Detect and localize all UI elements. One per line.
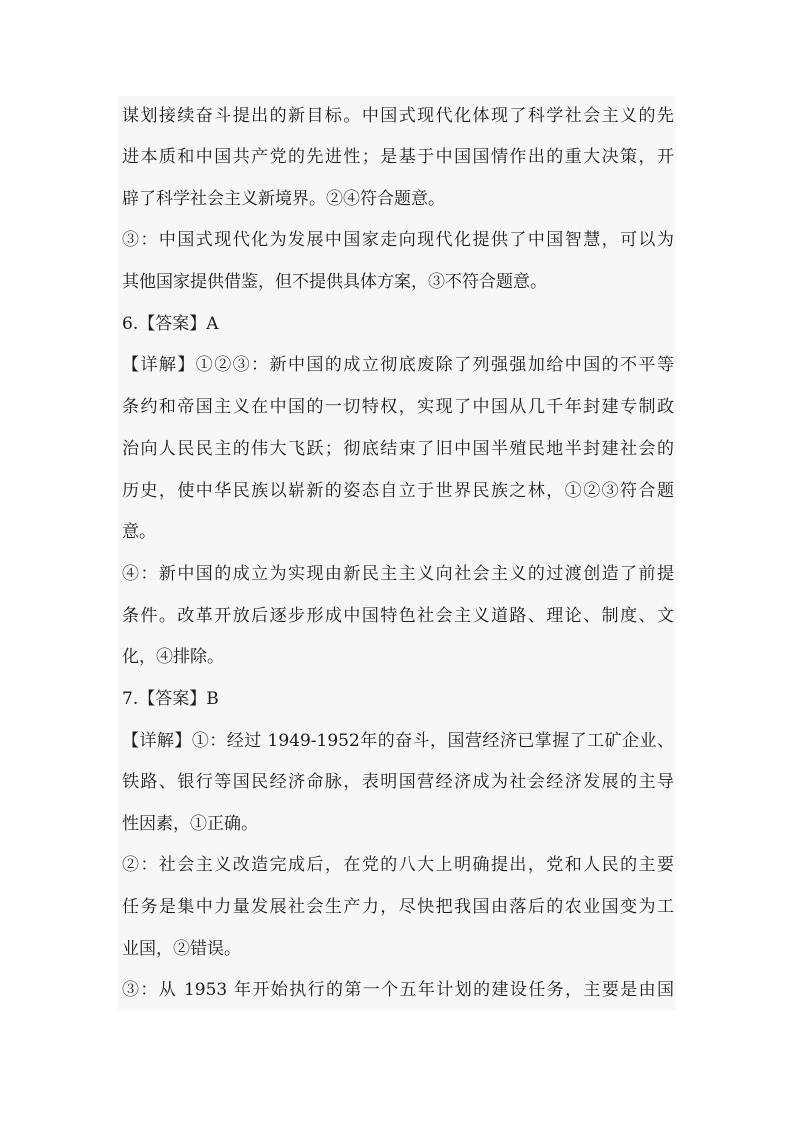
text-line: 其他国家提供借鉴，但不提供具体方案，③不符合题意。 [122, 272, 547, 292]
text-line: ④：新中国的成立为实现由新民主主义向社会主义的过渡创造了前提 [122, 564, 674, 584]
text-line: ③：中国式现代化为发展中国家走向现代化提供了中国智慧，可以为 [122, 230, 674, 250]
text-line: 【详解】①②③：新中国的成立彻底废除了列强强加给中国的不平等 [122, 355, 674, 375]
answer-heading: 6.【答案】A [122, 314, 219, 334]
text-line: 历史，使中华民族以崭新的姿态自立于世界民族之林，①②③符合题 [122, 481, 674, 501]
text-line: 治向人民民主的伟大飞跃；彻底结束了旧中国半殖民地半封建社会的 [122, 439, 674, 459]
text-line: ③：从 1953 年开始执行的第一个五年计划的建设任务，主要是由国 [122, 980, 674, 1000]
text-line: 条约和帝国主义在中国的一切特权，实现了中国从几千年封建专制政 [122, 397, 674, 417]
text-line: 条件。改革开放后逐步形成中国特色社会主义道路、理论、制度、文 [122, 606, 674, 626]
text-line: 意。 [122, 522, 156, 542]
text-line: 性因素，①正确。 [122, 814, 258, 834]
text-line: 谋划接续奋斗提出的新目标。中国式现代化体现了科学社会主义的先 [122, 106, 674, 126]
answer-heading: 7.【答案】B [122, 689, 219, 709]
text-line: 任务是集中力量发展社会生产力，尽快把我国由落后的农业国变为工 [122, 897, 674, 917]
text-line: ②：社会主义改造完成后，在党的八大上明确提出，党和人民的主要 [122, 855, 674, 875]
text-line: 化，④排除。 [122, 647, 224, 667]
text-line: 业国，②错误。 [122, 939, 241, 959]
document-text-block [118, 96, 676, 1010]
text-line: 辟了科学社会主义新境界。②④符合题意。 [122, 189, 445, 209]
text-line: 进本质和中国共产党的先进性；是基于中国国情作出的重大决策，开 [122, 147, 674, 167]
text-line: 铁路、银行等国民经济命脉，表明国营经济成为社会经济发展的主导 [122, 772, 674, 792]
text-line: 【详解】①：经过 1949-1952年的奋斗，国营经济已掌握了工矿企业、 [122, 731, 674, 751]
